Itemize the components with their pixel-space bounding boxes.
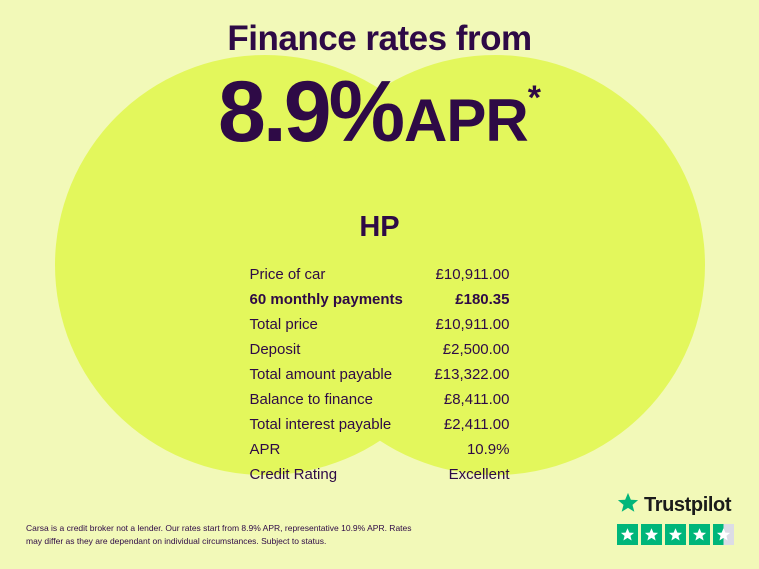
trustpilot-star-row (617, 524, 737, 545)
row-label: Total amount payable (249, 365, 393, 383)
trustpilot-star-icon-2 (641, 524, 662, 545)
trustpilot-wordmark: Trustpilot (644, 494, 732, 516)
row-label: Balance to finance (249, 390, 373, 408)
row-label: APR (249, 440, 281, 458)
disclaimer-text: Carsa is a credit broker not a lender. Our rates start from 8.9% APR, representative 10.9% APR. Rates may differ as they are dependant on individual circumstances. Subject to status. (26, 523, 412, 546)
trustpilot-star-icon-1 (617, 524, 638, 545)
rate-unit: APR (404, 86, 528, 154)
rate-asterisk: * (527, 78, 541, 117)
trustpilot-star-icon-3 (665, 524, 686, 545)
row-label: Total interest payable (249, 415, 392, 433)
table-row (250, 262, 510, 287)
row-value: £8,411.00 (443, 390, 510, 408)
plan-title: HP (359, 210, 400, 243)
row-value: £180.35 (455, 290, 510, 308)
row-value: 10.9% (466, 440, 510, 458)
table-row (250, 287, 510, 312)
table-row (250, 437, 510, 462)
table-row (250, 337, 510, 362)
row-label: Deposit (249, 340, 301, 358)
row-label: 60 monthly payments (249, 290, 403, 308)
rate-value: 8.9% (218, 63, 403, 160)
row-value: £13,322.00 (434, 365, 510, 383)
row-value: £2,411.00 (443, 415, 510, 433)
trustpilot-logo (617, 492, 737, 519)
trustpilot-star-icon-5-half (713, 524, 734, 545)
row-value: £2,500.00 (442, 340, 510, 358)
table-row (250, 387, 510, 412)
table-row (250, 412, 510, 437)
finance-details-table (250, 262, 510, 487)
row-label: Price of car (249, 265, 326, 283)
rate-display (0, 63, 759, 160)
trustpilot-rating (617, 492, 737, 545)
trustpilot-star-icon (617, 492, 639, 519)
row-value: Excellent (448, 465, 510, 483)
table-row (250, 312, 510, 337)
page-title: Finance rates from (227, 19, 532, 58)
row-value: £10,911.00 (435, 265, 510, 283)
row-value: £10,911.00 (435, 315, 510, 333)
trustpilot-star-icon-4 (689, 524, 710, 545)
table-row (250, 362, 510, 387)
row-label: Total price (249, 315, 318, 333)
table-row (250, 462, 510, 487)
row-label: Credit Rating (249, 465, 338, 483)
